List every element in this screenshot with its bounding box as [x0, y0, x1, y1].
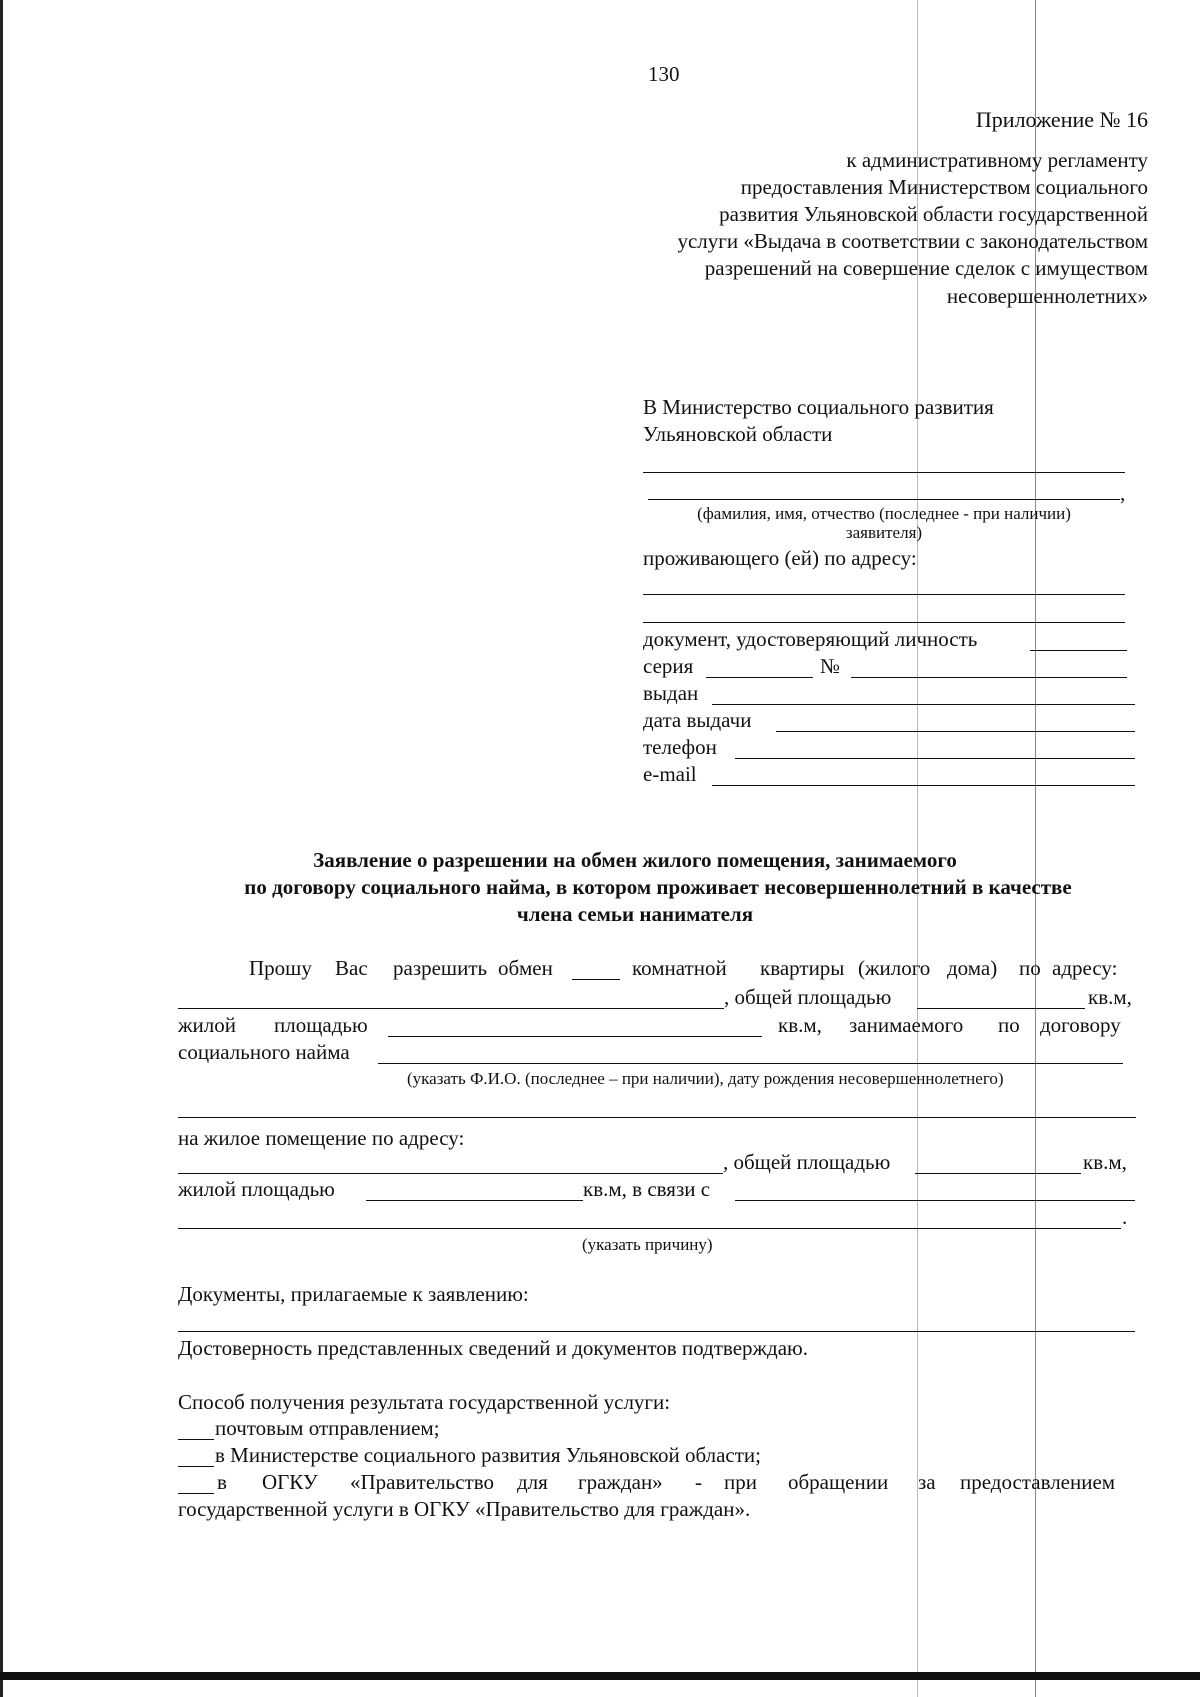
method-option-word: «Правительство: [350, 1470, 494, 1494]
address-field[interactable]: [643, 622, 1125, 623]
id-document-field[interactable]: [1030, 650, 1127, 651]
total-area-label: , общей площадью: [724, 985, 892, 1009]
method-option-word: -: [695, 1470, 702, 1494]
occupied-word: занимаемого: [849, 1013, 964, 1037]
appendix-title: Приложение № 16: [975, 107, 1148, 132]
id-document-label: документ, удостоверяющий личность: [643, 627, 978, 651]
scan-artifact-line: [1035, 0, 1036, 1697]
request-word: дома): [947, 956, 998, 980]
reason-caption: (указать причину): [582, 1235, 713, 1254]
reason-label: кв.м, в связи с: [583, 1177, 711, 1201]
request-word: Прошу: [249, 956, 312, 980]
confirmation-text: Достоверность представленных сведений и документов подтверждаю.: [178, 1336, 808, 1360]
applicant-name-field[interactable]: [643, 472, 1125, 473]
request-word: адресу:: [1052, 956, 1118, 980]
document-title-line: по договору социального найма, в котором проживает несовершеннолетний в качестве: [244, 875, 1072, 899]
phone-field[interactable]: [735, 758, 1135, 759]
request-word: квартиры: [760, 956, 845, 980]
document-title-line: члена семьи нанимателя: [516, 902, 754, 926]
header-line: развития Ульяновской области государственной: [719, 202, 1148, 226]
sqm-unit: кв.м,: [1083, 1150, 1127, 1174]
reason-field[interactable]: [178, 1228, 1121, 1229]
living-area-word: жилой: [178, 1013, 236, 1037]
header-line: к административному регламенту: [846, 148, 1148, 172]
minor-info-field[interactable]: [378, 1063, 1123, 1064]
total-area-label: , общей площадью: [723, 1150, 891, 1174]
method-option-word: при: [724, 1470, 757, 1494]
method-option-word: ОГКУ: [262, 1470, 318, 1494]
issued-label: выдан: [643, 681, 699, 705]
addressee-line-1: В Министерство социального развития: [643, 395, 994, 419]
header-line: услуги «Выдача в соответствии с законодательством: [677, 229, 1148, 253]
number-sign: №: [820, 654, 841, 678]
series-field[interactable]: [706, 677, 813, 678]
request-word: комнатной: [632, 956, 727, 980]
living-area-field[interactable]: [388, 1036, 762, 1037]
method-option-word: предоставлением: [960, 1470, 1116, 1494]
method-option-checkbox[interactable]: [178, 1466, 214, 1467]
issue-date-field[interactable]: [776, 731, 1135, 732]
series-label: серия: [643, 654, 694, 678]
target-total-area-field[interactable]: [915, 1173, 1081, 1174]
sqm-unit: кв.м,: [778, 1013, 822, 1037]
document-title-line: Заявление о разрешении на обмен жилого помещения, занимаемого: [313, 848, 957, 872]
header-line: несовершеннолетних»: [946, 284, 1148, 308]
applicant-name-field[interactable]: [648, 499, 1120, 500]
header-line: предоставления Министерством социального: [740, 175, 1148, 199]
addressee-line-2: Ульяновской области: [643, 422, 833, 446]
living-area-label: жилой площадью: [178, 1177, 335, 1201]
request-word: по: [1019, 956, 1041, 980]
issue-date-label: дата выдачи: [643, 708, 752, 732]
attached-documents-label: Документы, прилагаемые к заявлению:: [178, 1282, 529, 1306]
method-option-ministry: в Министерстве социального развития Ульяновской области;: [215, 1443, 761, 1467]
by-word: по: [998, 1013, 1020, 1037]
email-field[interactable]: [712, 785, 1135, 786]
fio-caption: (фамилия, имя, отчество (последнее - при наличии): [697, 504, 1071, 523]
method-option-checkbox[interactable]: [178, 1493, 214, 1494]
method-option-word: обращении: [788, 1470, 889, 1494]
contract-word: договору: [1040, 1013, 1121, 1037]
social-lease-label: социального найма: [178, 1040, 350, 1064]
phone-label: телефон: [643, 735, 717, 759]
email-label: e-mail: [643, 762, 697, 786]
request-word: разрешить: [393, 956, 488, 980]
bottom-border: [0, 1672, 1200, 1680]
method-option-word: в: [217, 1470, 227, 1494]
target-premises-label: на жилое помещение по адресу:: [178, 1126, 465, 1150]
comma: ,: [1120, 481, 1126, 505]
request-word: Вас: [335, 956, 368, 980]
address-field[interactable]: [643, 594, 1125, 595]
method-option-word: для: [517, 1470, 548, 1494]
number-field[interactable]: [851, 677, 1127, 678]
minor-info-field[interactable]: [178, 1117, 1136, 1118]
request-word: обмен: [498, 956, 553, 980]
sqm-unit: кв.м,: [1088, 985, 1132, 1009]
rooms-count-field[interactable]: [572, 979, 620, 980]
request-word: (жилого: [858, 956, 931, 980]
living-area-word: площадью: [274, 1013, 368, 1037]
target-address-field[interactable]: [178, 1173, 723, 1174]
residence-label: проживающего (ей) по адресу:: [643, 546, 917, 570]
fio-caption: заявителя): [845, 523, 923, 542]
period: .: [1122, 1205, 1128, 1229]
method-option-checkbox[interactable]: [178, 1439, 214, 1440]
header-line: разрешений на совершение сделок с имуществом: [704, 256, 1148, 280]
attached-documents-field[interactable]: [178, 1331, 1135, 1332]
method-option-word: граждан»: [578, 1470, 663, 1494]
method-label: Способ получения результата государственной услуги:: [178, 1390, 671, 1414]
method-option-goverment-line: государственной услуги в ОГКУ «Правительство для граждан».: [178, 1497, 751, 1521]
left-border: [0, 0, 3, 1697]
minor-caption: (указать Ф.И.О. (последнее – при наличии), дату рождения несовершеннолетнего): [407, 1069, 1004, 1088]
total-area-field[interactable]: [917, 1008, 1085, 1009]
page-number: 130: [648, 62, 680, 86]
reason-field[interactable]: [735, 1200, 1135, 1201]
method-option-word: за: [918, 1470, 936, 1494]
method-option-mail: почтовым отправлением;: [215, 1416, 440, 1440]
issued-field[interactable]: [712, 704, 1135, 705]
current-address-field[interactable]: [178, 1008, 724, 1009]
target-living-area-field[interactable]: [366, 1200, 583, 1201]
